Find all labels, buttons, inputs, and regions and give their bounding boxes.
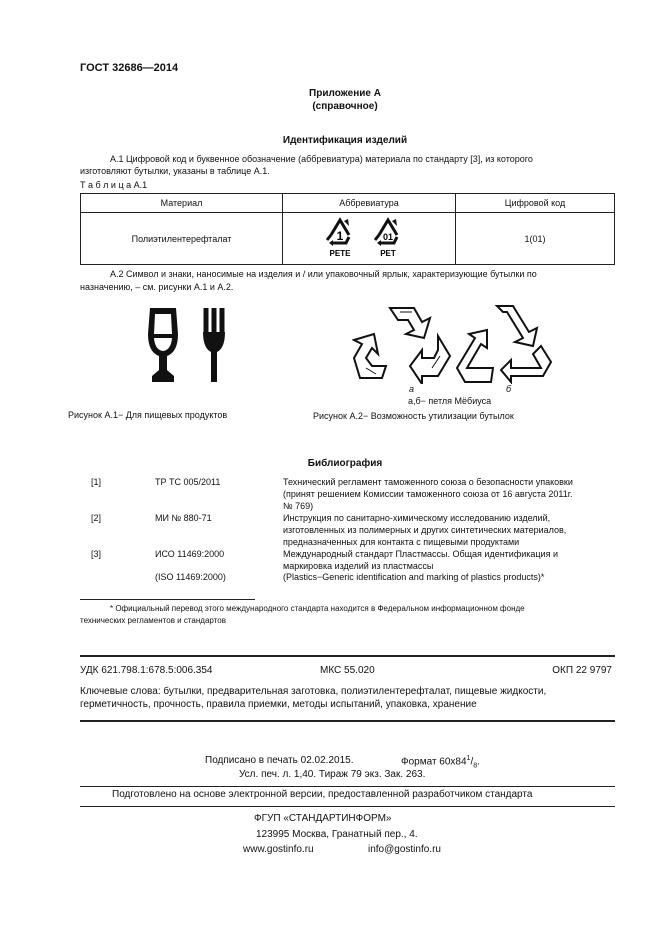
bibliography-num: [1] [91, 477, 102, 487]
classification-top-rule [80, 655, 615, 657]
bibliography-text-line: Технический регламент таможенного союза о безопасности упаковки [283, 477, 573, 487]
publisher-address: 123995 Москва, Гранатный пер., 4. [256, 829, 418, 840]
keywords-line2: герметичность, прочность, правила приемки, методы испытаний, упаковка, хранение [80, 699, 477, 710]
imprint-rule-bottom [80, 806, 615, 807]
recycling-code-symbols [283, 213, 455, 262]
paragraph-a1-line2: изготовляют бутылки, указаны в таблице А.1. [80, 166, 270, 176]
paragraph-a2-line2: назначению, – см. рисунки А.1 и А.2. [80, 282, 234, 292]
bibliography-text-line: № 769) [283, 501, 314, 511]
food-contact-glass-fork-icon [140, 304, 235, 386]
bibliography-code-iso: (ISO 11469:2000) [155, 572, 226, 582]
udk-code: УДК 621.798.1:678.5:006.354 [80, 665, 213, 676]
bibliography-code: ТР ТС 005/2011 [155, 477, 221, 487]
table-cell-material: Полиэтилентерефталат [81, 213, 283, 265]
appendix-title: Приложение А [309, 88, 381, 99]
recycle-triangle-1-icon [327, 219, 351, 258]
figure-a1-caption: Рисунок А.1− Для пищевых продуктов [68, 410, 228, 420]
footnote-divider [80, 599, 255, 600]
section-title: Идентификация изделий [282, 135, 408, 146]
publisher-email[interactable]: info@gostinfo.ru [368, 844, 441, 855]
keywords-line1: Ключевые слова: бутылки, предварительная заготовка, полиэтилентерефталат, пищевые жидкости, [80, 686, 547, 697]
mobius-loop-b-icon [455, 302, 555, 384]
bibliography-code: МИ № 880-71 [155, 513, 212, 523]
symbol1-label: PETE [329, 249, 351, 258]
publisher-name: ФГУП «СТАНДАРТИНФОРМ» [254, 813, 392, 824]
imprint-format: Формат $60x84^1/_8$. [401, 755, 480, 770]
symbol1-number: 1 [336, 229, 344, 243]
keywords-bottom-rule [80, 720, 615, 722]
table-header-code: Цифровой код [456, 194, 615, 213]
identification-table [80, 193, 615, 265]
bibliography-title: Библиография [307, 458, 383, 469]
okp-code: ОКП 22 9797 [552, 665, 612, 676]
bibliography-code: ИСО 11469:2000 [155, 549, 225, 559]
bibliography-num: [3] [91, 549, 102, 559]
figure-a2-caption: Рисунок А.2− Возможность утилизации бутылок [313, 411, 514, 421]
mobius-loop-a-icon [352, 300, 462, 384]
publisher-website[interactable]: www.gostinfo.ru [243, 844, 314, 855]
mks-code: МКС 55.020 [320, 665, 375, 676]
table-cell-code: 1(01) [456, 213, 615, 265]
label-b: б [506, 384, 512, 394]
imprint-prepared: Подготовлено на основе электронной версии, предоставленной разработчиком стандарта [112, 789, 533, 800]
table-caption: Т а б л и ц а А.1 [80, 180, 148, 190]
table-cell-symbols [283, 213, 456, 265]
standard-number: ГОСТ 32686—2014 [80, 62, 179, 74]
table-header-abbreviation: Аббревиатура [283, 194, 456, 213]
table-header-material: Материал [81, 194, 283, 213]
imprint-signed: Подписано в печать 02.02.2015. [205, 755, 354, 766]
bibliography-text-line: предназначенных для контакта с пищевыми продуктами [283, 537, 520, 547]
bibliography-text-line: маркировка изделий из пластмассы [283, 561, 434, 571]
mobius-note: а,б− петля Мёбиуса [408, 396, 492, 406]
paragraph-a2-line1: А.2 Символ и знаки, наносимые на изделия и / или упаковочный ярлык, характеризующие бутылки по [110, 269, 537, 279]
bibliography-text-line: (Plastics−Generic identification and marking of plastics products)* [283, 572, 545, 582]
imprint-rule [80, 786, 615, 787]
paragraph-a1-line1: А.1 Цифровой код и буквенное обозначение (аббревиатура) материала по стандарту [3], из которого [110, 154, 533, 164]
footnote-line1: * Официальный перевод этого международного стандарта находится в Федеральном информационном фонде [110, 604, 525, 613]
bibliography-num: [2] [91, 513, 102, 523]
bibliography-text-line: (принят решением Комиссии таможенного союза от 16 августа 2011г. [283, 489, 573, 499]
bibliography-text-line: Международный стандарт Пластмассы. Общая идентификация и [283, 549, 558, 559]
bibliography-text-line: Инструкция по санитарно-химическому исследованию изделий, [283, 513, 551, 523]
symbol2-label: PET [380, 249, 396, 258]
recycle-triangle-2-icon [375, 219, 397, 258]
appendix-subtitle: (справочное) [312, 101, 378, 112]
symbol2-number: 01 [382, 232, 394, 242]
bibliography-text-line: изготовленных из полимерных и других синтетических материалов, [283, 525, 567, 535]
imprint-print-details: Усл. печ. л. 1,40. Тираж 79 экз. Зак. 263. [239, 769, 426, 780]
footnote-line2: технических регламентов и стандартов [80, 616, 226, 625]
label-a: а [409, 384, 415, 394]
